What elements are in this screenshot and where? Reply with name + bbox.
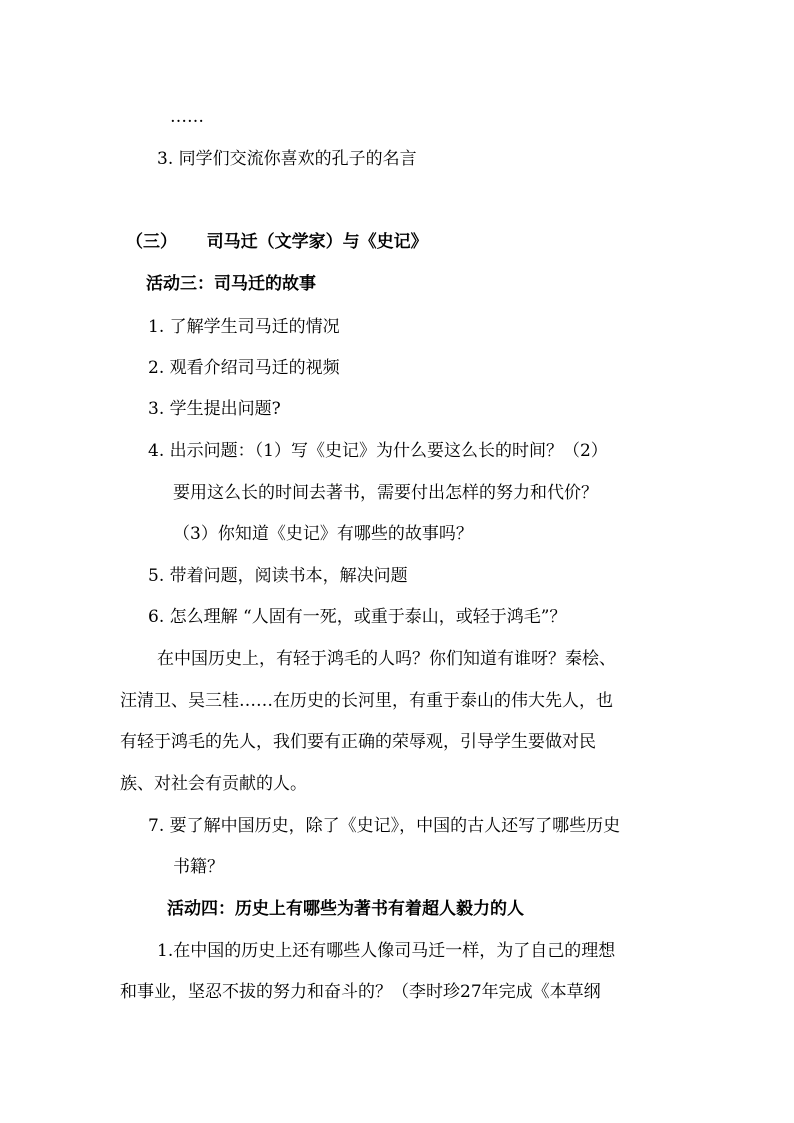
list-item: 2. 观看介绍司马迁的视频	[148, 358, 340, 378]
list-item-continuation: 书籍？	[173, 857, 224, 877]
list-item: 1. 了解学生司马迁的情况	[148, 317, 340, 337]
list-item: 5. 带着问题，阅读书本，解决问题	[148, 566, 408, 586]
list-item: 3. 同学们交流你喜欢的孔子的名言	[157, 149, 417, 169]
list-item-continuation: 要用这么长的时间去著书，需要付出怎样的努力和代价？	[173, 483, 598, 503]
activity-heading: 活动三：司马迁的故事	[146, 274, 316, 294]
list-item-continuation: 和事业，坚忍不拔的努力和奋斗的？（李时珍27年完成《本草纲	[120, 982, 601, 1002]
list-item: 4. 出示问题：（1）写《史记》为什么要这么长的时间？（2）	[148, 441, 608, 461]
paragraph-line: 汪清卫、吴三桂……在历史的长河里，有重于泰山的伟大先人，也	[120, 691, 613, 711]
list-item: 7. 要了解中国历史，除了《史记》，中国的古人还写了哪些历史	[148, 816, 621, 836]
paragraph-line: 在中国历史上，有轻于鸿毛的人吗？你们知道有谁呀？秦桧、	[157, 649, 616, 669]
activity-heading: 活动四：历史上有哪些为著书有着超人毅力的人	[167, 899, 524, 919]
list-item: 3. 学生提出问题?	[148, 399, 281, 419]
ellipsis-text: ……	[170, 107, 204, 127]
paragraph-line: 族、对社会有贡献的人。	[120, 774, 307, 794]
list-item-continuation: （3）你知道《史记》有哪些的故事吗？	[173, 524, 473, 544]
paragraph-line: 有轻于鸿毛的先人，我们要有正确的荣辱观，引导学生要做对民	[120, 732, 596, 752]
list-item: 6. 怎么理解 “人固有一死，或重于泰山，或轻于鸿毛”？	[148, 607, 567, 627]
list-item: 1.在中国的历史上还有哪些人像司马迁一样，为了自己的理想	[157, 941, 616, 961]
section-heading: （三） 司马迁（文学家）与《史记》	[126, 232, 428, 252]
